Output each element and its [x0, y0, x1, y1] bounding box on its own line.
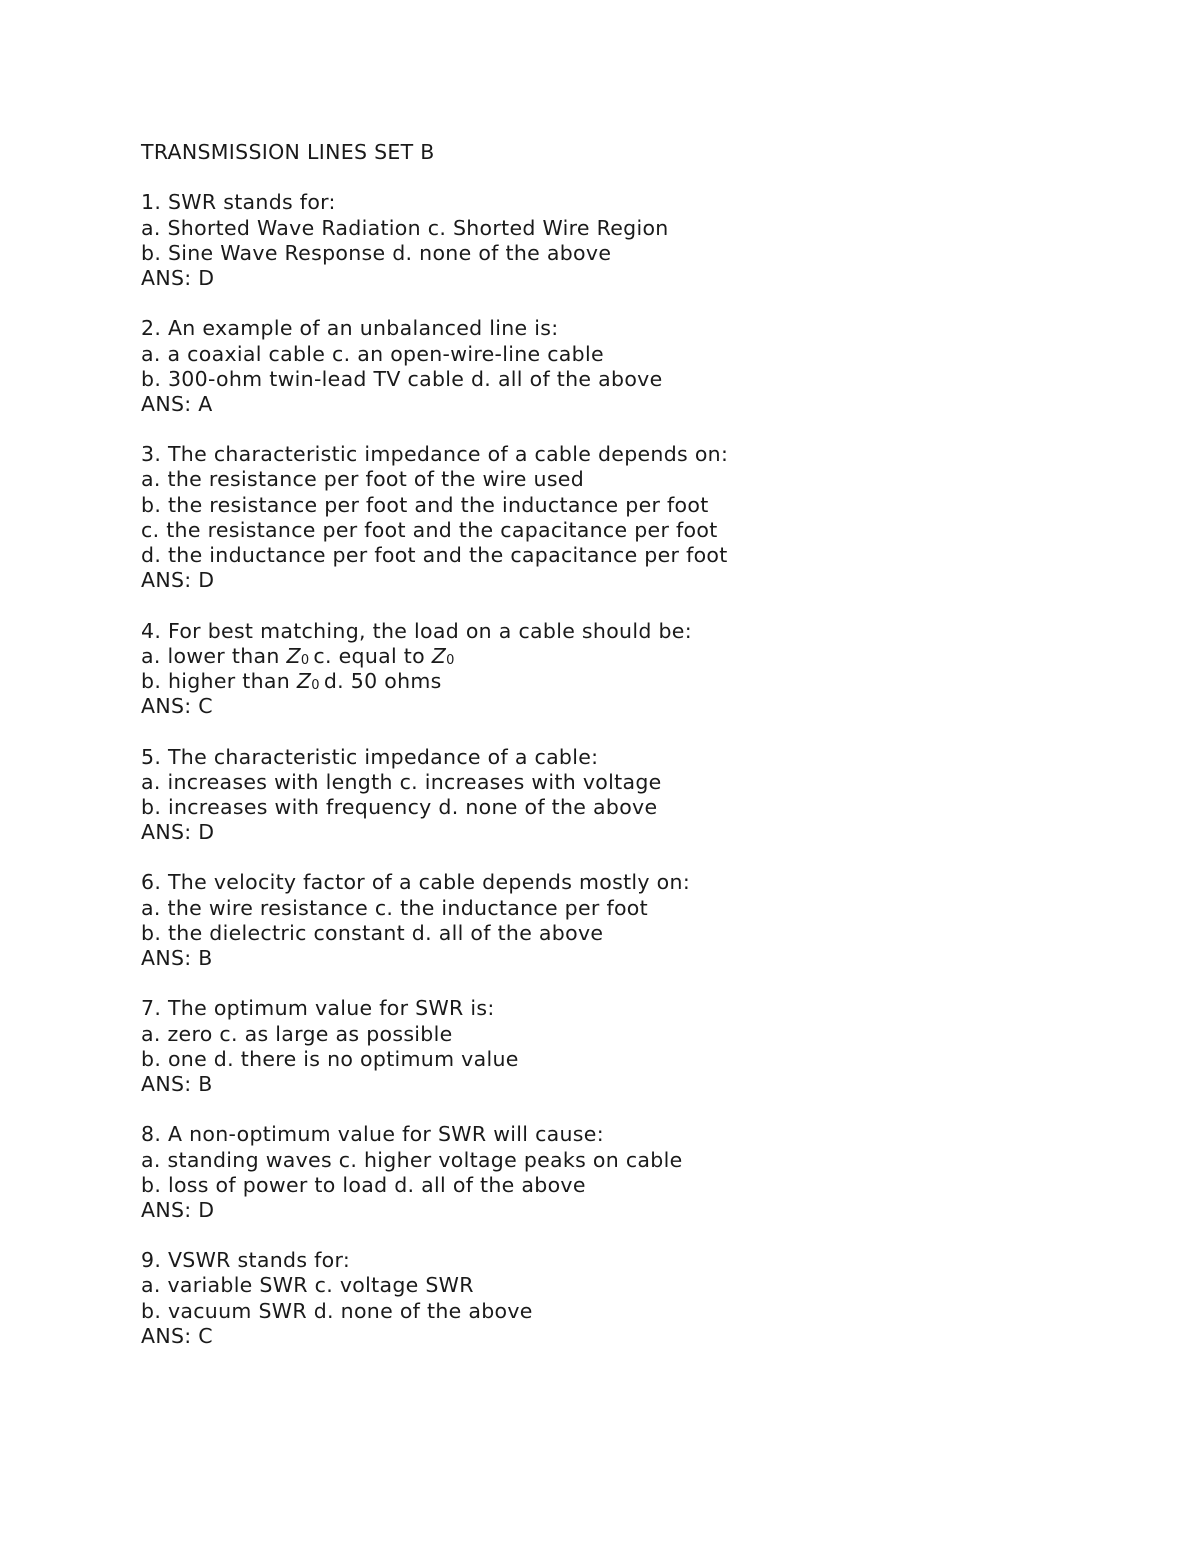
- question-stem: 1. SWR stands for:: [141, 190, 336, 215]
- impedance-subscript: 0: [300, 652, 310, 668]
- choice-line-b-d: b. loss of power to load d. all of the above: [141, 1172, 586, 1197]
- question-stem: 7. The optimum value for SWR is:: [141, 996, 495, 1021]
- impedance-subscript: 0: [446, 652, 455, 668]
- choice-text: c. equal to: [313, 643, 432, 668]
- question-5: [141, 745, 1121, 846]
- choice-line-a-c: a. standing waves c. higher voltage peaks on cable: [141, 1147, 683, 1172]
- impedance-symbol: Z: [286, 643, 301, 668]
- answer-line: ANS: D: [141, 1197, 215, 1222]
- choice-line-a-c: [141, 644, 1121, 669]
- choice-line-b-d: b. Sine Wave Response d. none of the above: [141, 240, 612, 265]
- choice-line-d: d. the inductance per foot and the capacitance per foot: [141, 543, 728, 567]
- question-stem: 3. The characteristic impedance of a cable depends on:: [141, 442, 729, 467]
- question-9: [141, 1248, 1121, 1349]
- question-stem: 6. The velocity factor of a cable depends mostly on:: [141, 870, 691, 895]
- choice-line-b-d: b. vacuum SWR d. none of the above: [141, 1298, 533, 1323]
- choice-line-b-d: b. increases with frequency d. none of the above: [141, 794, 658, 819]
- document-page: [141, 140, 1121, 1374]
- choice-text: a. lower than: [141, 643, 287, 668]
- choice-line-c: c. the resistance per foot and the capacitance per foot: [141, 517, 718, 542]
- question-6: [141, 870, 1121, 971]
- impedance-symbol: Z: [431, 643, 447, 668]
- choice-line-b-d: b. the dielectric constant d. all of the above: [141, 920, 604, 945]
- choice-line-a-c: a. zero c. as large as possible: [141, 1021, 453, 1046]
- choice-line-a-c: a. increases with length c. increases with voltage: [141, 769, 662, 794]
- question-stem: 4. For best matching, the load on a cable should be:: [141, 618, 692, 643]
- question-stem: 5. The characteristic impedance of a cable:: [141, 744, 599, 769]
- choice-line-b: b. the resistance per foot and the inductance per foot: [141, 492, 709, 517]
- document-title: TRANSMISSION LINES SET B: [141, 140, 435, 164]
- choice-line-b-d: b. 300-ohm twin-lead TV cable d. all of the above: [141, 366, 663, 391]
- question-stem: 8. A non-optimum value for SWR will cause:: [141, 1122, 604, 1147]
- choice-line-b-d: [141, 669, 1121, 694]
- question-2: [141, 316, 1121, 417]
- answer-line: ANS: D: [141, 568, 215, 593]
- answer-line: ANS: B: [141, 946, 213, 970]
- answer-line: ANS: C: [141, 1323, 213, 1348]
- choice-line-b-d: b. one d. there is no optimum value: [141, 1046, 519, 1071]
- choice-line-a-c: a. variable SWR c. voltage SWR: [141, 1273, 474, 1298]
- impedance-subscript: 0: [311, 677, 320, 693]
- question-stem: 9. VSWR stands for:: [141, 1248, 351, 1273]
- question-7: [141, 996, 1121, 1097]
- answer-line: ANS: D: [141, 265, 215, 290]
- choice-line-a-c: a. the wire resistance c. the inductance per foot: [141, 895, 648, 920]
- answer-line: ANS: D: [141, 820, 215, 845]
- choice-line-a-c: a. Shorted Wave Radiation c. Shorted Wire Region: [141, 215, 669, 240]
- choice-text: d. 50 ohms: [323, 668, 442, 693]
- question-stem: 2. An example of an unbalanced line is:: [141, 316, 559, 341]
- answer-line: ANS: B: [141, 1071, 213, 1096]
- answer-line: ANS: A: [141, 391, 213, 416]
- impedance-symbol: Z: [296, 668, 312, 693]
- choice-line-a-c: a. a coaxial cable c. an open-wire-line cable: [141, 341, 604, 366]
- choice-text: b. higher than: [141, 668, 297, 693]
- answer-line: ANS: C: [141, 694, 213, 719]
- choice-line-a: a. the resistance per foot of the wire used: [141, 467, 585, 492]
- question-1: [141, 190, 1121, 291]
- question-3: [141, 442, 1121, 593]
- question-8: [141, 1122, 1121, 1223]
- question-4: [141, 619, 1121, 720]
